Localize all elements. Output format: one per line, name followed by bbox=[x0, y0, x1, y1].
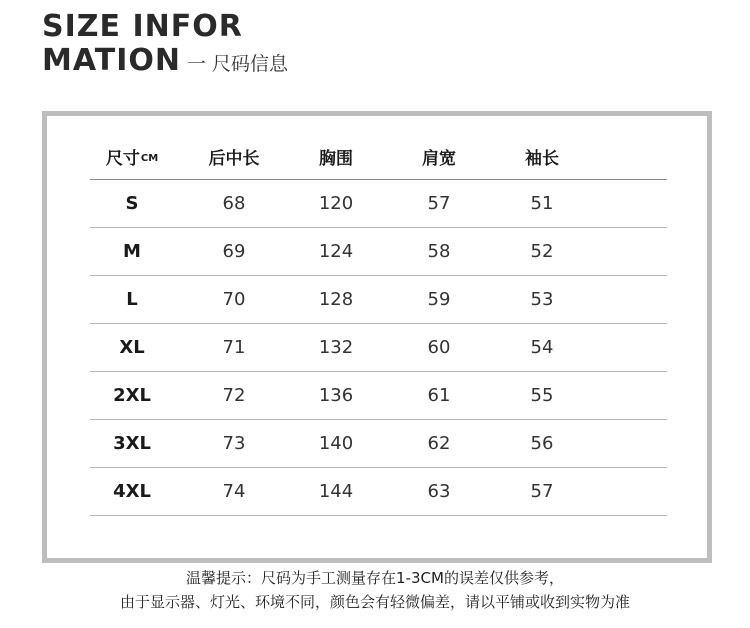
table-row bbox=[90, 228, 667, 276]
chest-cell: 140 bbox=[318, 433, 354, 454]
size-table-frame bbox=[42, 111, 712, 563]
back-length-cell: 68 bbox=[222, 193, 246, 214]
note-line-2: 由于显示器、灯光、环境不同，颜色会有轻微偏差，请以平铺或收到实物为准 bbox=[119, 593, 630, 611]
sleeve-cell: 57 bbox=[530, 481, 554, 502]
back-length-cell: 70 bbox=[222, 289, 246, 310]
size-cell: 3XL bbox=[113, 433, 151, 454]
page-title-line-2-text: MATION bbox=[42, 43, 181, 78]
chest-cell: 124 bbox=[318, 241, 354, 262]
sleeve-cell: 55 bbox=[530, 385, 554, 406]
shoulder-cell: 60 bbox=[427, 337, 451, 358]
header-cell-chest: 胸围 bbox=[319, 149, 353, 169]
note-line-1: 温馨提示：尺码为手工测量存在1-3CM的误差仅供参考， bbox=[186, 569, 564, 587]
table-row bbox=[90, 372, 667, 420]
table-row bbox=[90, 276, 667, 324]
sleeve-cell: 51 bbox=[530, 193, 554, 214]
chest-cell: 128 bbox=[318, 289, 354, 310]
table-row bbox=[90, 468, 667, 516]
size-cell: M bbox=[123, 241, 141, 262]
chest-cell: 144 bbox=[318, 481, 354, 502]
shoulder-cell: 59 bbox=[427, 289, 451, 310]
back-length-cell: 72 bbox=[222, 385, 246, 406]
shoulder-cell: 61 bbox=[427, 385, 451, 406]
size-cell: XL bbox=[119, 337, 145, 358]
sleeve-cell: 56 bbox=[530, 433, 554, 454]
size-cell: 4XL bbox=[113, 481, 151, 502]
chest-cell: 136 bbox=[318, 385, 354, 406]
chest-cell: 120 bbox=[318, 193, 354, 214]
header-cell-back-length: 后中长 bbox=[208, 149, 260, 169]
chest-cell: 132 bbox=[318, 337, 354, 358]
header-size-label: 尺寸 bbox=[105, 149, 140, 169]
size-cell: S bbox=[125, 193, 139, 214]
page-title-line-1: SIZE INFOR bbox=[42, 9, 243, 44]
shoulder-cell: 57 bbox=[427, 193, 451, 214]
back-length-cell: 69 bbox=[222, 241, 246, 262]
back-length-cell: 74 bbox=[222, 481, 246, 502]
title-block bbox=[42, 10, 288, 81]
page-subtitle: 一 尺码信息 bbox=[186, 53, 289, 75]
header-cell-sleeve: 袖长 bbox=[525, 149, 559, 169]
header-cell-size bbox=[106, 134, 158, 179]
sleeve-cell: 54 bbox=[530, 337, 554, 358]
table-row bbox=[90, 324, 667, 372]
table-row bbox=[90, 180, 667, 228]
sleeve-cell: 53 bbox=[530, 289, 554, 310]
measurement-notes bbox=[0, 566, 750, 614]
shoulder-cell: 63 bbox=[427, 481, 451, 502]
table-header-row bbox=[90, 134, 667, 180]
back-length-cell: 73 bbox=[222, 433, 246, 454]
header-size-unit: CM bbox=[140, 153, 159, 164]
header-cell-shoulder: 肩宽 bbox=[422, 149, 456, 169]
table-row bbox=[90, 420, 667, 468]
sleeve-cell: 52 bbox=[530, 241, 554, 262]
size-cell: 2XL bbox=[113, 385, 151, 406]
size-cell: L bbox=[126, 289, 138, 310]
shoulder-cell: 58 bbox=[427, 241, 451, 262]
shoulder-cell: 62 bbox=[427, 433, 451, 454]
size-table bbox=[90, 134, 667, 516]
page-title-line-2 bbox=[42, 44, 288, 81]
back-length-cell: 71 bbox=[222, 337, 246, 358]
